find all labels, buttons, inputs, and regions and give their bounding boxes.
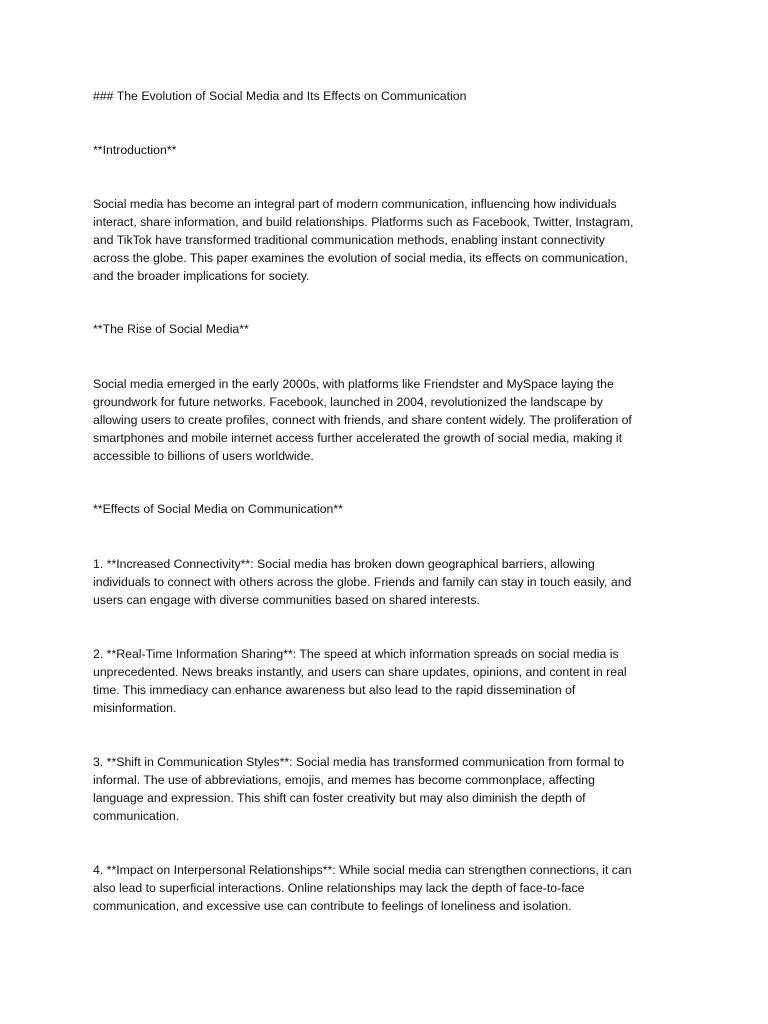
list-item-line: users can engage with diverse communities based on shared interests. — [93, 593, 480, 607]
paragraph-line: and TikTok have transformed traditional communication methods, enabling instant connectivity — [93, 233, 605, 247]
list-item-line: unprecedented. News breaks instantly, and users can share updates, opinions, and content in real — [93, 665, 627, 679]
section-heading-effects: **Effects of Social Media on Communication** — [93, 502, 343, 516]
list-item-line: 2. **Real-Time Information Sharing**: The speed at which information spreads on social media is — [93, 647, 619, 661]
paragraph-line: Social media has become an integral part of modern communication, influencing how individuals — [93, 197, 617, 211]
paragraph-line: across the globe. This paper examines the evolution of social media, its effects on communication, — [93, 251, 628, 265]
list-item-line: time. This immediacy can enhance awareness but also lead to the rapid dissemination of — [93, 683, 576, 697]
list-item-line: language and expression. This shift can foster creativity but may also diminish the depth of — [93, 791, 586, 805]
section-heading-introduction: **Introduction** — [93, 143, 177, 157]
list-item-line: individuals to connect with others across the globe. Friends and family can stay in touch easily, and — [93, 575, 632, 589]
list-item-line: also lead to superficial interactions. Online relationships may lack the depth of face-to-face — [93, 881, 585, 895]
paragraph-line: groundwork for future networks. Facebook, launched in 2004, revolutionized the landscape by — [93, 395, 603, 409]
paragraph-line: and the broader implications for society. — [93, 269, 310, 283]
paragraph-line: allowing users to create profiles, connect with friends, and share content widely. The proliferation of — [93, 413, 632, 427]
paragraph-line: accessible to billions of users worldwide. — [93, 449, 314, 463]
paragraph-line: interact, share information, and build relationships. Platforms such as Facebook, Twitter, Instagram, — [93, 215, 634, 229]
list-item-line: 1. **Increased Connectivity**: Social media has broken down geographical barriers, allowing — [93, 557, 595, 571]
list-item-line: communication. — [93, 809, 180, 823]
paragraph-line: Social media emerged in the early 2000s, with platforms like Friendster and MySpace laying the — [93, 377, 614, 391]
list-item-line: misinformation. — [93, 701, 177, 715]
list-item-line: 3. **Shift in Communication Styles**: Social media has transformed communication from formal to — [93, 755, 625, 769]
section-heading-rise: **The Rise of Social Media** — [93, 322, 249, 336]
document-title: ### The Evolution of Social Media and Its Effects on Communication — [93, 89, 467, 103]
list-item-line: 4. **Impact on Interpersonal Relationships**: While social media can strengthen connections, it can — [93, 863, 632, 877]
paragraph-line: smartphones and mobile internet access further accelerated the growth of social media, making it — [93, 431, 623, 445]
list-item-line: informal. The use of abbreviations, emojis, and memes has become commonplace, affecting — [93, 773, 595, 787]
list-item-line: communication, and excessive use can contribute to feelings of loneliness and isolation. — [93, 899, 572, 913]
